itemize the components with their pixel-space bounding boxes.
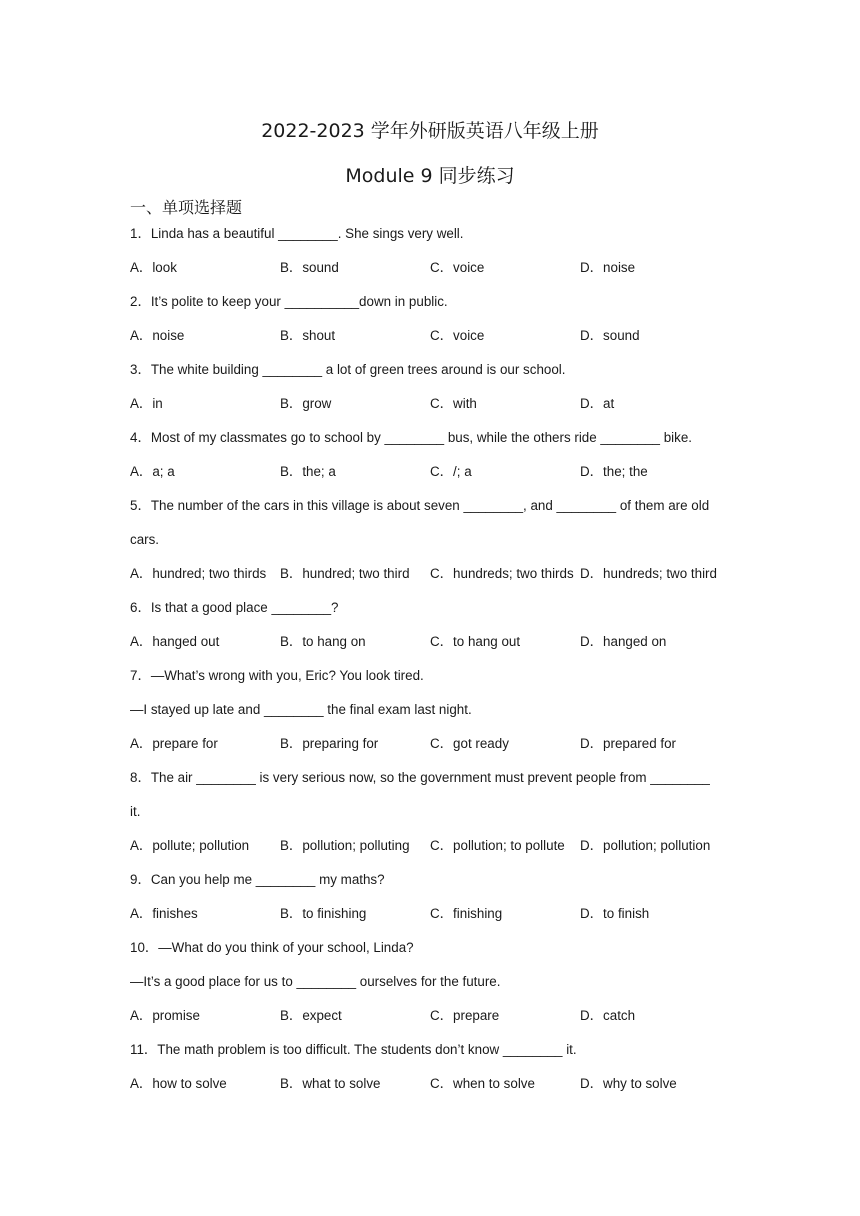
answer-option: D．sound	[580, 328, 640, 343]
question-stem: 9．Can you help me ________ my maths?	[130, 872, 385, 887]
answer-option: A．a; a	[130, 464, 175, 479]
answer-option: C．voice	[430, 260, 485, 275]
option-row	[130, 387, 740, 421]
answer-option: D．the; the	[580, 464, 648, 479]
question-item	[130, 863, 740, 931]
question-stem: 5．The number of the cars in this village is about seven ________, and ________ of them are old	[130, 498, 710, 513]
answer-option: B．the; a	[280, 464, 336, 479]
answer-option: B．to hang on	[280, 634, 366, 649]
answer-option: C．got ready	[430, 736, 509, 751]
answer-option: A．pollute; pollution	[130, 838, 250, 853]
question-item	[130, 421, 740, 489]
option-row	[130, 727, 740, 761]
answer-option: B．what to solve	[280, 1076, 381, 1091]
answer-option: B．sound	[280, 260, 339, 275]
answer-option: A．hanged out	[130, 634, 220, 649]
option-row	[130, 557, 740, 591]
option-row	[130, 999, 740, 1033]
question-stem-continued: cars.	[130, 532, 160, 547]
answer-option: D．to finish	[580, 906, 650, 921]
answer-option: A．finishes	[130, 906, 198, 921]
option-row	[130, 319, 740, 353]
option-row	[130, 455, 740, 489]
question-item	[130, 1033, 740, 1101]
answer-option: A．hundred; two thirds	[130, 566, 267, 581]
question-stem-continued: —I stayed up late and ________ the final exam last night.	[130, 702, 472, 717]
section-heading: 一、单项选择题	[130, 198, 243, 217]
question-stem: 11．The math problem is too difficult. The students don’t know ________ it.	[130, 1042, 577, 1057]
question-list	[130, 217, 740, 1101]
answer-option: C．with	[430, 396, 477, 411]
answer-option: C．voice	[430, 328, 485, 343]
question-stem: 3．The white building ________ a lot of green trees around is our school.	[130, 362, 566, 377]
document-title: 2022-2023 学年外研版英语八年级上册	[261, 120, 599, 142]
answer-option: B．expect	[280, 1008, 342, 1023]
question-stem: 7．—What’s wrong with you, Eric? You look tired.	[130, 668, 424, 683]
answer-option: C．to hang out	[430, 634, 521, 649]
question-stem: 6．Is that a good place ________?	[130, 600, 339, 615]
question-stem: 4．Most of my classmates go to school by ________ bus, while the others ride ________ bike.	[130, 430, 692, 445]
answer-option: D．catch	[580, 1008, 636, 1023]
answer-option: A．noise	[130, 328, 185, 343]
answer-option: D．why to solve	[580, 1076, 677, 1091]
answer-option: D．noise	[580, 260, 636, 275]
question-item	[130, 659, 740, 761]
answer-option: B．hundred; two third	[280, 566, 410, 581]
answer-option: C．prepare	[430, 1008, 500, 1023]
answer-option: B．preparing for	[280, 736, 379, 751]
answer-option: A．look	[130, 260, 177, 275]
answer-option: C．pollution; to pollute	[430, 838, 565, 853]
question-stem-continued: it.	[130, 804, 141, 819]
answer-option: A．promise	[130, 1008, 200, 1023]
answer-option: D．pollution; pollution	[580, 838, 711, 853]
option-row	[130, 251, 740, 285]
option-row	[130, 829, 740, 863]
answer-option: A．prepare for	[130, 736, 218, 751]
answer-option: C．/; a	[430, 464, 472, 479]
question-item	[130, 761, 740, 863]
answer-option: B．grow	[280, 396, 332, 411]
answer-option: B．to finishing	[280, 906, 367, 921]
question-item	[130, 217, 740, 285]
question-stem: 1．Linda has a beautiful ________. She sings very well.	[130, 226, 464, 241]
question-stem: 2．It’s polite to keep your __________down in public.	[130, 294, 448, 309]
question-stem-continued: —It’s a good place for us to ________ ourselves for the future.	[130, 974, 501, 989]
option-row	[130, 897, 740, 931]
answer-option: C．when to solve	[430, 1076, 535, 1091]
question-item	[130, 931, 740, 1033]
answer-option: D．at	[580, 396, 615, 411]
answer-option: C．hundreds; two thirds	[430, 566, 574, 581]
question-item	[130, 591, 740, 659]
question-item	[130, 353, 740, 421]
answer-option: C．finishing	[430, 906, 503, 921]
option-row	[130, 1067, 740, 1101]
answer-option: B．shout	[280, 328, 336, 343]
answer-option: A．in	[130, 396, 163, 411]
answer-option: B．pollution; polluting	[280, 838, 410, 853]
answer-option: A．how to solve	[130, 1076, 227, 1091]
question-item	[130, 285, 740, 353]
question-stem: 8．The air ________ is very serious now, so the government must prevent people from ________	[130, 770, 710, 785]
answer-option: D．hanged on	[580, 634, 667, 649]
option-row	[130, 625, 740, 659]
question-item	[130, 489, 740, 591]
document-subtitle: Module 9 同步练习	[345, 165, 515, 187]
answer-option: D．hundreds; two third	[580, 566, 717, 581]
answer-option: D．prepared for	[580, 736, 677, 751]
question-stem: 10．—What do you think of your school, Linda?	[130, 940, 414, 955]
